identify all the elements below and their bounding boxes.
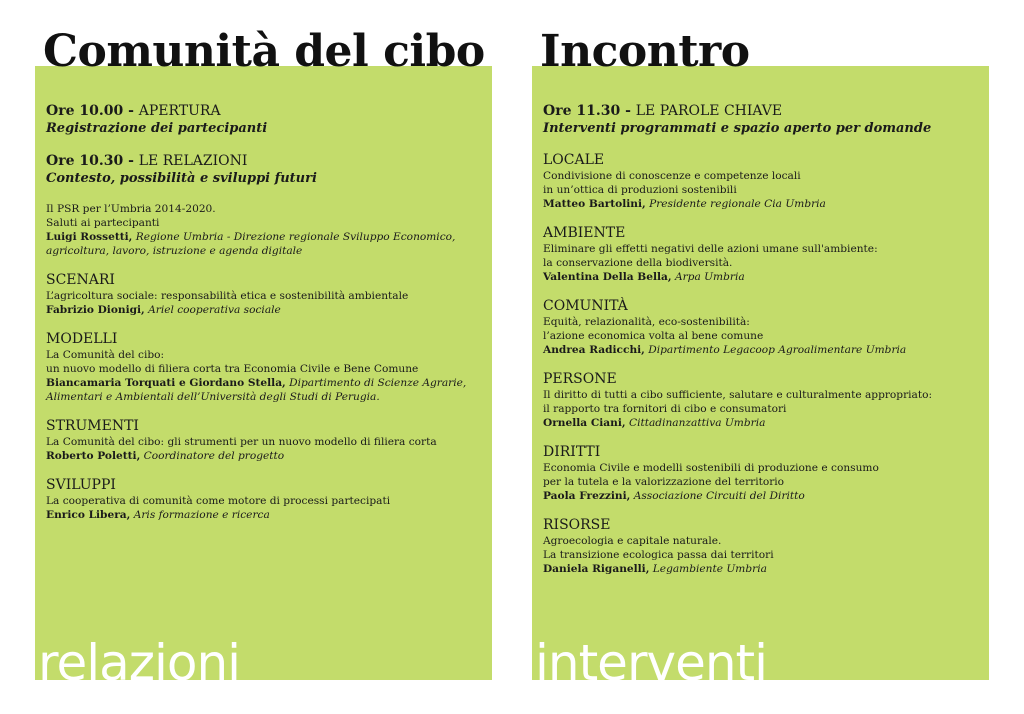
speaker-name: Roberto Poletti, xyxy=(46,450,141,462)
section-description: Equità, relazionalità, eco-sostenibilità: l’azione economica volta al bene comune xyxy=(543,316,764,342)
title-incontro: Incontro xyxy=(540,26,750,77)
speaker-line xyxy=(543,197,981,211)
session-header xyxy=(46,152,484,188)
speaker-affiliation: Coordinatore del progetto xyxy=(140,450,285,462)
speaker-line xyxy=(543,562,981,576)
program-section xyxy=(543,225,981,284)
program-section xyxy=(543,152,981,211)
section-description: La cooperativa di comunità come motore di processi partecipati xyxy=(46,495,391,507)
section-title: SCENARI xyxy=(46,272,115,288)
speaker-name: Matteo Bartolini, xyxy=(543,198,646,210)
speaker-name: Fabrizio Dionigi, xyxy=(46,304,145,316)
section-title: COMUNITÀ xyxy=(543,298,628,314)
session-title: LE RELAZIONI xyxy=(138,153,248,169)
program-section xyxy=(543,298,981,357)
section-title: PERSONE xyxy=(543,371,617,387)
footer-word-interventi: interventi xyxy=(535,634,768,692)
speaker-name: Daniela Riganelli, xyxy=(543,563,650,575)
session-time-line xyxy=(543,102,981,120)
speaker-line xyxy=(543,489,981,503)
session-time: Ore 10.30 - xyxy=(46,153,139,169)
left-panel xyxy=(35,66,492,692)
speaker-name: Valentina Della Bella, xyxy=(543,271,672,283)
speaker-line xyxy=(46,303,484,317)
program-section xyxy=(46,202,484,258)
section-description: Eliminare gli effetti negativi delle azioni umane sull'ambiente: la conservazione della biodiversità. xyxy=(543,243,878,269)
speaker-affiliation: Ariel cooperativa sociale xyxy=(144,304,281,316)
session-title: LE PAROLE CHIAVE xyxy=(635,103,783,119)
speaker-line xyxy=(46,508,484,522)
session-header xyxy=(46,102,484,138)
speaker-name: Biancamaria Torquati e Giordano Stella, xyxy=(46,377,286,389)
speaker-name: Ornella Ciani, xyxy=(543,417,626,429)
program-section xyxy=(46,272,484,317)
speaker-affiliation: Presidente regionale Cia Umbria xyxy=(645,198,826,210)
program-section xyxy=(543,371,981,430)
speaker-name: Enrico Libera, xyxy=(46,509,131,521)
program-section xyxy=(46,477,484,522)
speaker-affiliation: Dipartimento di Scienze Agrarie, Alimentari e Ambientali dell’Università degli Studi di Perugia. xyxy=(46,377,467,403)
speaker-affiliation: Regione Umbria - Direzione regionale Sviluppo Economico, agricoltura, lavoro, istruzione e agenda digitale xyxy=(46,231,456,257)
speaker-line xyxy=(543,270,981,284)
section-title: RISORSE xyxy=(543,517,611,533)
session-subtitle: Registrazione dei partecipanti xyxy=(46,121,268,136)
section-title: MODELLI xyxy=(46,331,118,347)
session-time: Ore 10.00 - xyxy=(46,103,139,119)
speaker-line xyxy=(543,416,981,430)
section-description: L’agricoltura sociale: responsabilità etica e sostenibilità ambientale xyxy=(46,290,409,302)
left-program xyxy=(46,102,484,536)
speaker-affiliation: Dipartimento Legacoop Agroalimentare Umbria xyxy=(644,344,907,356)
speaker-line xyxy=(543,343,981,357)
speaker-name: Luigi Rossetti, xyxy=(46,231,133,243)
program-section xyxy=(46,418,484,463)
speaker-affiliation: Legambiente Umbria xyxy=(649,563,767,575)
section-title: DIRITTI xyxy=(543,444,601,460)
session-time: Ore 11.30 - xyxy=(543,103,636,119)
speaker-name: Andrea Radicchi, xyxy=(543,344,645,356)
speaker-affiliation: Arpa Umbria xyxy=(671,271,745,283)
title-comunita-del-cibo: Comunità del cibo xyxy=(43,26,485,77)
section-title: STRUMENTI xyxy=(46,418,139,434)
session-time-line xyxy=(46,152,484,170)
program-section xyxy=(543,444,981,503)
section-description: Il diritto di tutti a cibo sufficiente, salutare e culturalmente appropriato: il rapporto tra fornitori di cibo e consumatori xyxy=(543,389,933,415)
session-header xyxy=(543,102,981,138)
section-description: Agroecologia e capitale naturale. La transizione ecologica passa dai territori xyxy=(543,535,774,561)
speaker-affiliation: Cittadinanzattiva Umbria xyxy=(625,417,766,429)
speaker-affiliation: Associazione Circuiti del Diritto xyxy=(630,490,805,502)
speaker-line xyxy=(46,230,484,258)
section-description: La Comunità del cibo: un nuovo modello di filiera corta tra Economia Civile e Bene Comune xyxy=(46,349,419,375)
right-panel xyxy=(532,66,989,692)
session-subtitle: Contesto, possibilità e sviluppi futuri xyxy=(46,171,317,186)
program-section xyxy=(543,517,981,576)
footer-word-relazioni: relazioni xyxy=(38,634,241,692)
program-section xyxy=(46,331,484,404)
section-description: La Comunità del cibo: gli strumenti per un nuovo modello di filiera corta xyxy=(46,436,437,448)
session-time-line xyxy=(46,102,484,120)
section-description: Condivisione di conoscenze e competenze locali in un’ottica di produzioni sostenibili xyxy=(543,170,801,196)
section-description: Economia Civile e modelli sostenibili di produzione e consumo per la tutela e la valorizzazione del territorio xyxy=(543,462,879,488)
speaker-line xyxy=(46,449,484,463)
section-title: AMBIENTE xyxy=(543,225,626,241)
session-title: APERTURA xyxy=(138,103,221,119)
section-title: SVILUPPI xyxy=(46,477,116,493)
right-program xyxy=(543,102,981,590)
section-description: Il PSR per l’Umbria 2014-2020. Saluti ai partecipanti xyxy=(46,203,216,229)
speaker-name: Paola Frezzini, xyxy=(543,490,631,502)
section-title: LOCALE xyxy=(543,152,605,168)
speaker-affiliation: Aris formazione e ricerca xyxy=(130,509,270,521)
speaker-line xyxy=(46,376,484,404)
session-subtitle: Interventi programmati e spazio aperto per domande xyxy=(543,121,932,136)
